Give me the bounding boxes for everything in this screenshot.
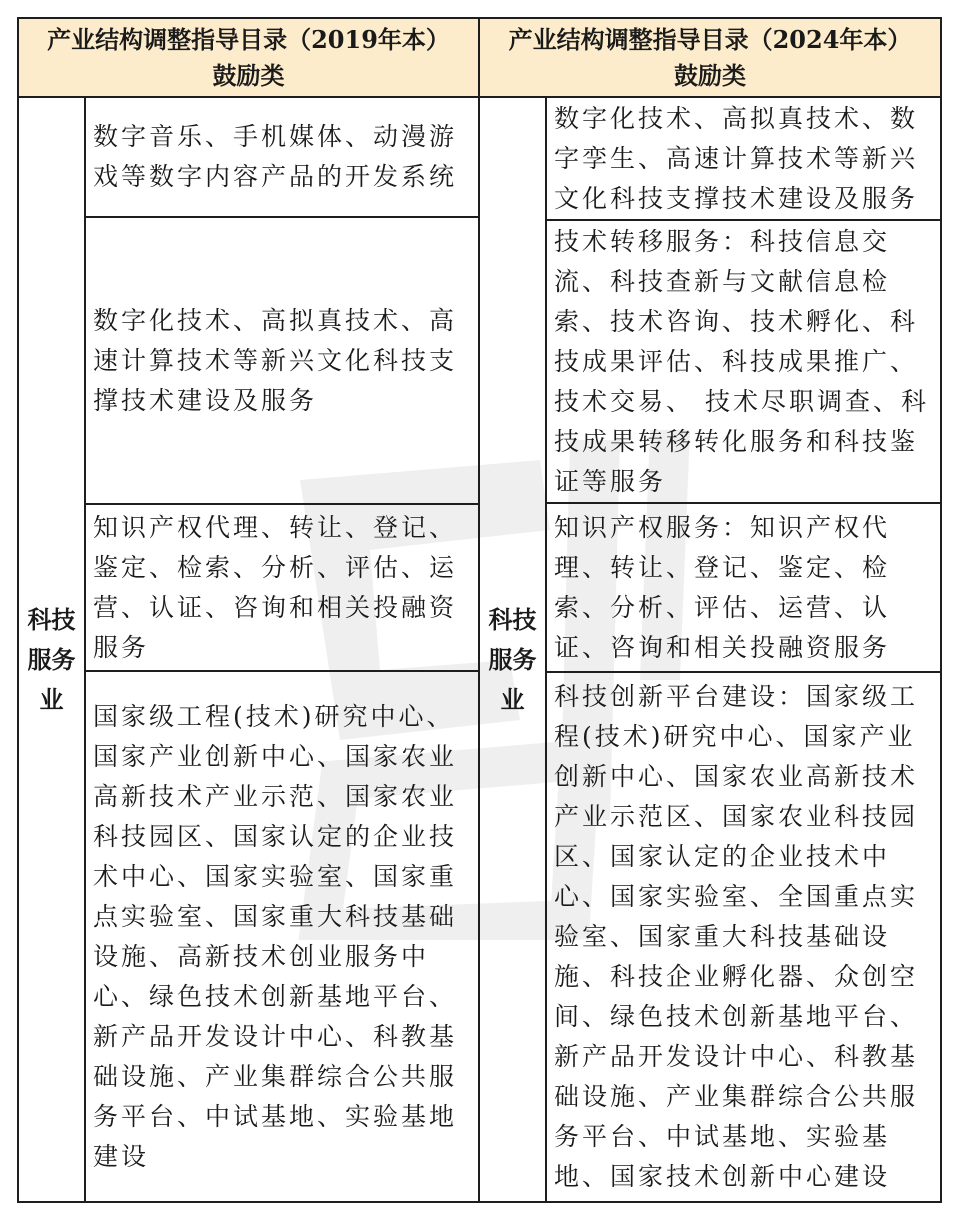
table-row — [86, 672, 478, 1201]
row-text: 数字化技术、高拟真技术、数字孪生、高速计算技术等新兴文化科技支撑技术建设及服务 — [554, 103, 919, 213]
category-label: 科技服务业 — [27, 604, 76, 714]
table-row — [547, 221, 940, 504]
row-text: 知识产权代理、转让、登记、鉴定、检索、分析、评估、运营、认证、咨询和相关投融资服务 — [93, 512, 458, 662]
table-row — [547, 504, 940, 673]
body-2024 — [480, 98, 940, 1201]
row-text: 科技创新平台建设：国家级工程(技术)研究中心、国家产业创新中心、国家农业高新技术产业示范区、国家农业科技园区、国家认定的企业技术中心、国家实验室、全国重点实验室、国家重大科技基础设施、科技企业孵化器、众创空间、绿色技术创新基地平台、新产品开发设计中心、科教基础设施、产业集群综合公共服 务平台、中试基地、实验基地、国家技术创新中心建设 — [554, 682, 919, 1191]
row-text: 技术转移服务：科技信息交流、科技查新与文献信息检索、技术咨询、技术孵化、科技成果评估、科技成果推广、技术交易、 技术尽职调查、科技成果转移转化服务和科技鉴证等服务 — [554, 226, 929, 496]
row-text: 知识产权服务：知识产权代理、转让、登记、鉴定、检索、分析、评估、运营、认证、咨询和相关投融资服务 — [554, 512, 891, 662]
category-label: 科技服务业 — [488, 604, 537, 714]
rows-2024 — [547, 98, 940, 1201]
table-2024 — [480, 19, 940, 1201]
row-text: 数字化技术、高拟真技术、高速计算技术等新兴文化科技支撑技术建设及服务 — [93, 305, 458, 415]
category-cell-2019 — [19, 98, 86, 1201]
header-2019 — [19, 19, 478, 98]
header-title-2019: 产业结构调整指导目录（2019年本） — [47, 25, 450, 54]
rows-2019 — [86, 98, 478, 1201]
row-text: 国家级工程(技术)研究中心、国家产业创新中心、国家农业高新技术产业示范、国家农业科技园区、国家认定的企业技术中心、国家实验室、国家重点实验室、国家重大科技基础设施、高新技术创业服务中心、绿色技术创新基地平台、新产品开发设计中心、科教基础设施、产业集群综合公共服务平台、中试基地、实验基地建设 — [93, 701, 458, 1171]
header-title-2024: 产业结构调整指导目录（2024年本） — [508, 25, 912, 54]
table-row — [86, 505, 478, 672]
body-2019 — [19, 98, 478, 1201]
header-subtitle-2019: 鼓励类 — [212, 61, 285, 90]
header-subtitle-2024: 鼓励类 — [674, 61, 746, 90]
table-row — [86, 98, 478, 218]
table-row — [547, 673, 940, 1201]
table-2019 — [19, 19, 480, 1201]
category-cell-2024 — [480, 98, 547, 1201]
row-text: 数字音乐、手机媒体、动漫游戏等数字内容产品的开发系统 — [93, 122, 458, 191]
header-2024 — [480, 19, 940, 98]
comparison-table — [17, 17, 942, 1203]
table-row — [547, 98, 940, 221]
table-row — [86, 218, 478, 505]
